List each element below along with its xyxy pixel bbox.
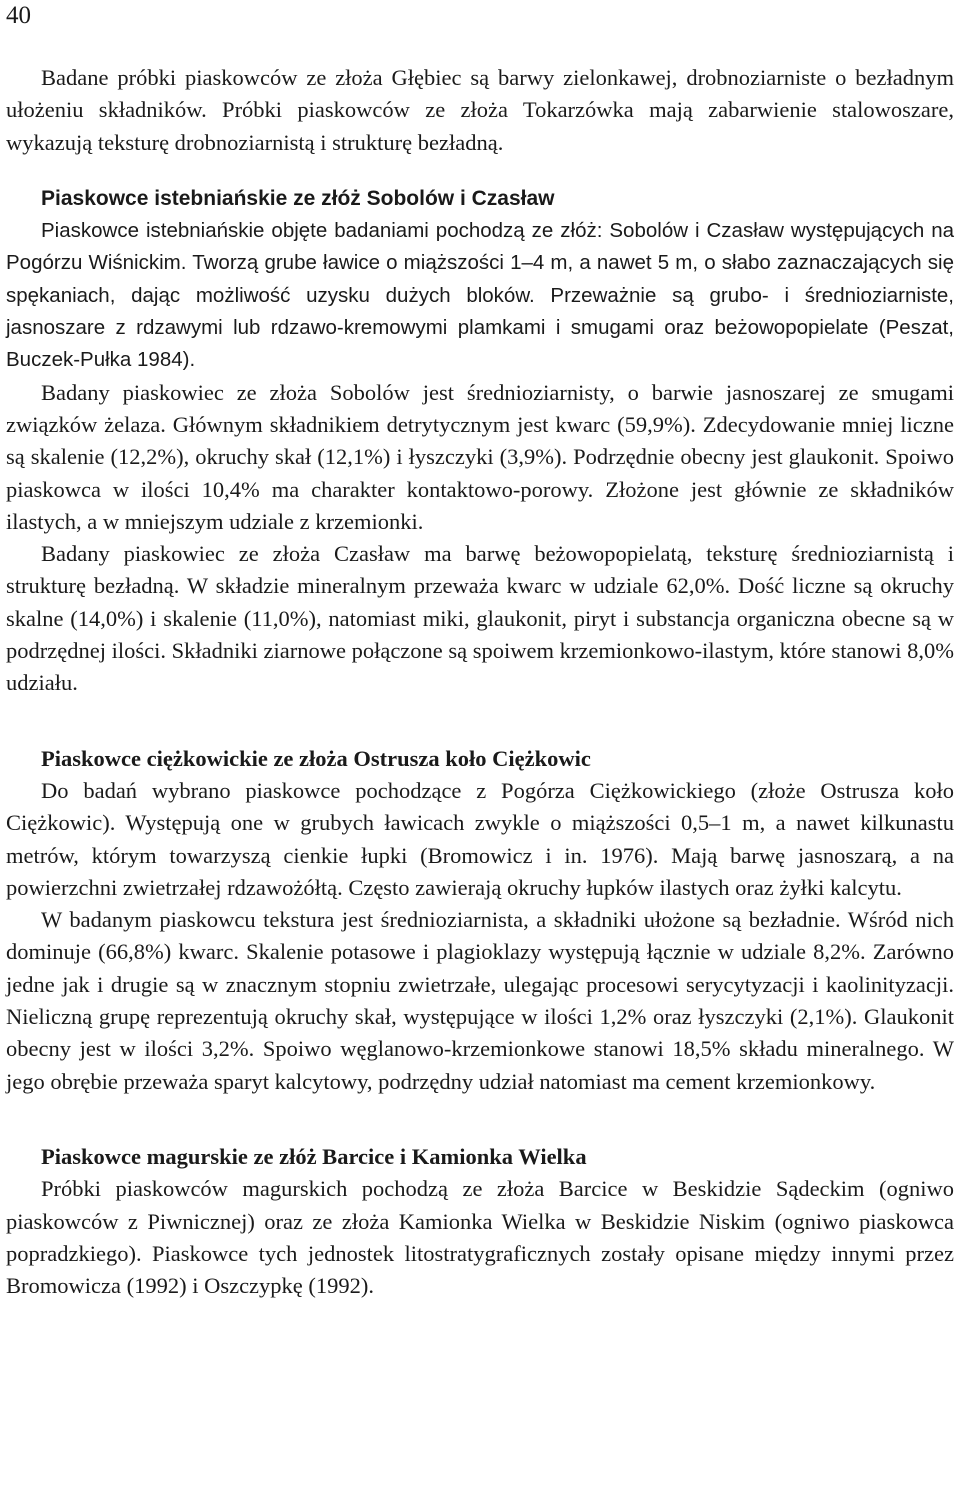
page-number: 40 bbox=[6, 2, 31, 29]
istebna-paragraph-1: Piaskowce istebniańskie objęte badaniami pochodzą ze złóż: Sobolów i Czasław występujących na Pogórzu Wiśnickim. Tworzą grube ławice o miąższości 1–4 m, a nawet 5 m, o słabo zaznaczających się spękaniach, dając możliwość uzysku dużych bloków. Przeważnie są grubo- i średnioziarniste, jasnoszare z rdzawymi lub rdzawo-kremowymi plamkami i smugami oraz beżowopopielate (Peszat, Buczek-Pułka 1984). bbox=[6, 219, 954, 372]
section-istebna-continued bbox=[6, 377, 954, 700]
istebna-paragraph-2: Badany piaskowiec ze złoża Sobolów jest średnioziarnisty, o barwie jasnoszarej ze smugami związków żelaza. Głównym składnikiem detrytycznym jest kwarc (59,9%). Zdecydowanie mniej liczne są skalenie (12,2%), okruchy skał (12,1%) i łyszczyki (3,9%). Podrzędnie obecny jest glaukonit. Spoiwo piaskowca w ilości 10,4% ma charakter kontaktowo-porowy. Złożone jest głównie ze składników ilastych, a w mniejszym udziale z krzemionki. bbox=[6, 379, 954, 534]
section-heading-istebna: Piaskowce istebniańskie ze złóż Sobolów i Czasław bbox=[41, 186, 555, 210]
section-heading-magura: Piaskowce magurskie ze złóż Barcice i Kamionka Wielka bbox=[41, 1143, 587, 1169]
ciezkowice-paragraph-1: Do badań wybrano piaskowce pochodzące z Pogórza Ciężkowickiego (złoże Ostrusza koło Ciężkowic). Występują one w grubych ławicach zwykle o miąższości 0,5–1 m, a nawet kilkunastu metrów, którym towarzyszą cienkie łupki (Bromowicz i in. 1976). Mają barwę jasnoszarą, a na powierzchni zwietrzałej rdzawożółtą. Często zawierają okruchy łupków ilastych oraz żyłki kalcytu. bbox=[6, 777, 954, 900]
section-heading-ciezkowice: Piaskowce ciężkowickie ze złoża Ostrusza koło Ciężkowic bbox=[41, 745, 591, 771]
section-spacer bbox=[6, 1098, 954, 1141]
section-spacer bbox=[6, 159, 954, 183]
magura-paragraph-1: Próbki piaskowców magurskich pochodzą ze złoża Barcice w Beskidzie Sądeckim (ogniwo piaskowców z Piwnicznej) oraz ze złoża Kamionka Wielka w Beskidzie Niskim (ogniwo piaskowca popradzkiego). Piaskowce tych jednostek litostratygraficznych zostały opisane między innymi przez Bromowicza (1992) i Oszczypkę (1992). bbox=[6, 1176, 954, 1299]
intro-paragraph: Badane próbki piaskowców ze złoża Głębiec są barwy zielonkawej, drobnoziarniste o bezładnym ułożeniu składników. Próbki piaskowców ze złoża Tokarzówka mają zabarwienie stalowoszare, wykazują teksturę drobnoziarnistą i strukturę bezładną. bbox=[6, 65, 954, 155]
section-istebna bbox=[6, 183, 954, 377]
section-ciezkowice bbox=[6, 743, 954, 1098]
document-body bbox=[6, 62, 954, 1302]
section-magura bbox=[6, 1141, 954, 1302]
ciezkowice-paragraph-2: W badanym piaskowcu tekstura jest średnioziarnista, a składniki ułożone są bezładnie. Wśród nich dominuje (66,8%) kwarc. Skalenie potasowe i plagioklazy występują łącznie w udziale 8,2%. Zarówno jedne jak i drugie są w znacznym stopniu zwietrzałe, ulegając procesowi serycytyzacji i kaolinityzacji. Nieliczną grupę reprezentują okruchy skał, występujące w ilości 1,2% oraz łyszczyki (2,1%). Glaukonit obecny jest w ilości 3,2%. Spoiwo węglanowo-krzemionkowe stanowi 18,5% składu mineralnego. W jego obrębie przeważa sparyt kalcytowy, podrzędny udział natomiast ma cement krzemionkowy. bbox=[6, 907, 954, 1094]
section-spacer bbox=[6, 700, 954, 743]
istebna-paragraph-3: Badany piaskowiec ze złoża Czasław ma barwę beżowopopielatą, teksturę średnioziarnistą i strukturę bezładną. W składzie mineralnym przeważa kwarc w udziale 62,0%. Dość liczne są okruchy skalne (14,0%) i skalenie (11,0%), natomiast miki, glaukonit, piryt i substancja organiczna obecne są w podrzędnej ilości. Składniki ziarnowe połączone są spoiwem krzemionkowo-ilastym, które stanowi 8,0% udziału. bbox=[6, 541, 954, 696]
